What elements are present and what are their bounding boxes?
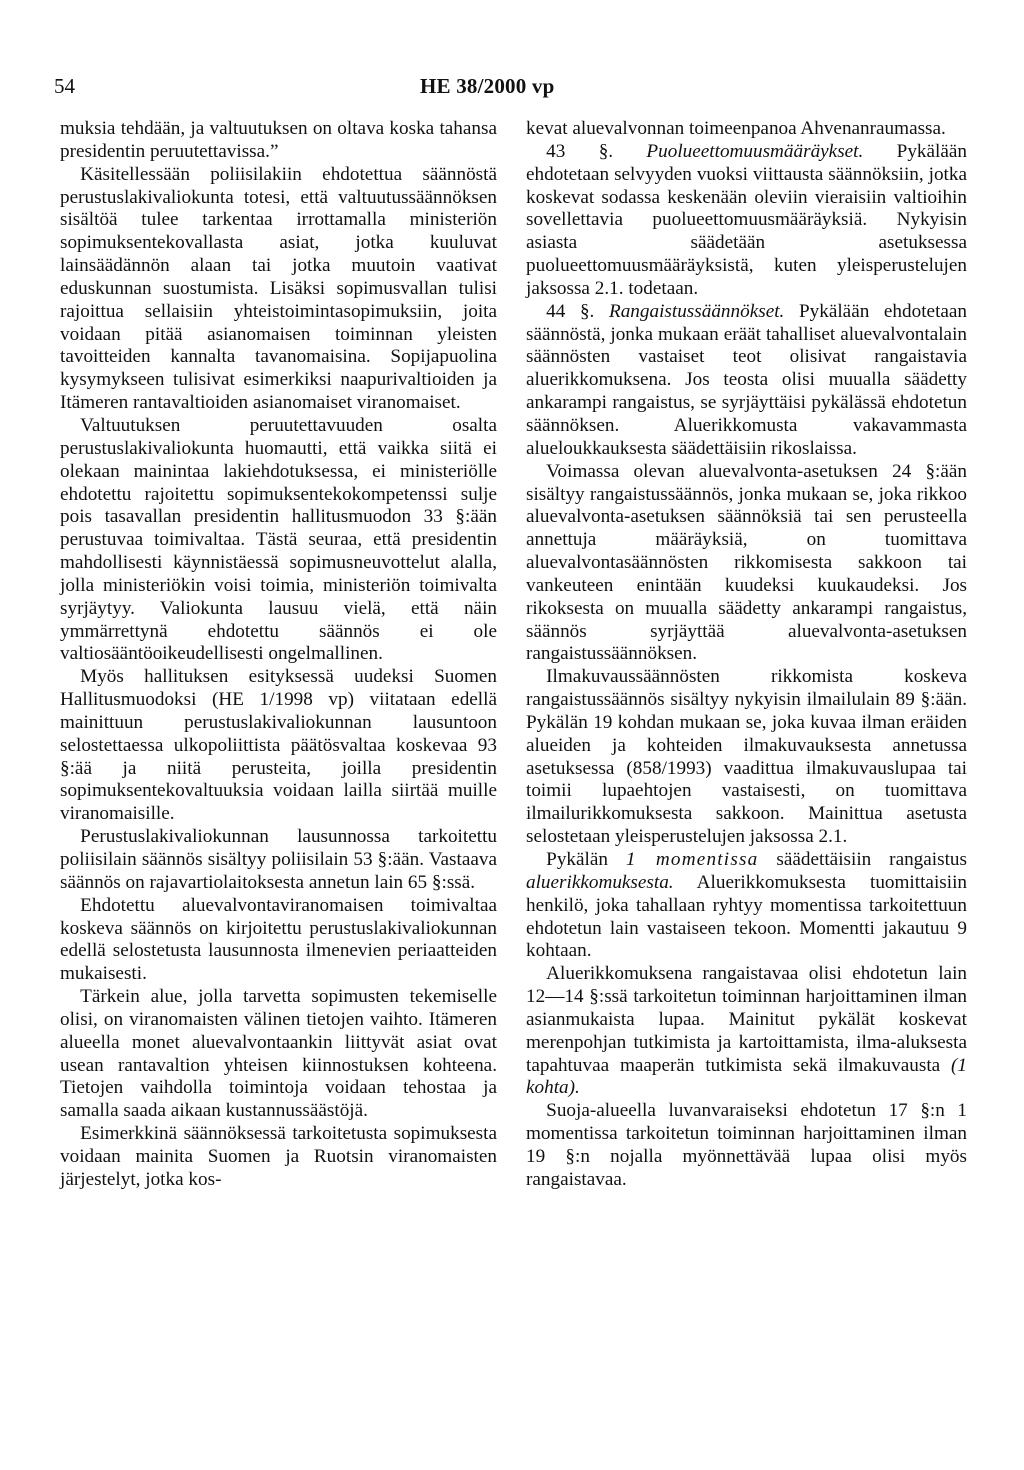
right-column	[526, 118, 967, 1192]
paragraph: Ehdotettu aluevalvontaviranomaisen toimivaltaa koskeva säännös on kirjoitettu perustuslakivaliokunnan edellä selostetusta lausunnosta ilmenevien periaatteiden mukaisesti.	[60, 894, 497, 985]
paragraph	[526, 849, 967, 963]
paragraph: Ilmakuvaussäännösten rikkomista koskeva rangaistussäännös sisältyy nykyisin ilmailulain 89 §:ään. Pykälän 19 kohdan mukaan se, joka kuvaa ilman eräiden alueiden ja kohteiden ilmakuvauksesta annetussa asetuksessa (858/1993) vaadittua ilmakuvauslupaa tai toimii lupaehtojen vastaisesti, on tuomittava ilmailurikkomuksesta sakkoon. Mainittua asetusta selostetaan yleisperustelujen jaksossa 2.1.	[526, 666, 967, 848]
section-43	[526, 141, 967, 301]
paragraph	[526, 963, 967, 1100]
section-heading: Rangaistussäännökset.	[608, 300, 785, 322]
paragraph: Käsitellessään poliisilakiin ehdotettua säännöstä perustuslakivaliokunta totesi, että valtuutussäännöksen sisältöä tulee tarkentaa irrottamalla ministeriön sopimuksentekovallasta asiat, jotka kuuluvat lainsäädännön alaan tai jotka muutoin vaativat eduskunnan suostumista. Lisäksi sopimusvallan tulisi rajoittua sellaisiin yhteistoimintasopimuksiin, joita voidaan pitää asianomaisen toiminnan yleisten tavoitteiden kannalta tavanomaisina. Sopijapuolina kysymykseen tulisivat esimerkiksi naapurivaltioiden ja Itämeren rantavaltioiden asianomaiset viranomaiset.	[60, 163, 497, 414]
paragraph: Valtuutuksen peruutettavuuden osalta perustuslakivaliokunta huomautti, että vaikka siitä ei olekaan mainintaa lakiehdotuksessa, ei ministeriölle ehdotettu rajoitettu sopimuksentekokompetenssi sulje pois tasavallan presidentin hallitusmuodon 33 §:ään perustuvaa toimivaltaa. Tästä seuraa, että presidentin mahdollisesti käynnistäessä sopimusneuvottelut alalla, jolla ministeriökin voisi toimia, ministeriön toimivalta syrjäytyy. Valiokunta lausuu vielä, että näin ymmärrettynä ehdotettu säännös ei ole valtiosääntöoikeudellisesti ongelmallinen.	[60, 414, 497, 665]
section-number: 44 §.	[546, 300, 595, 322]
emphasis-text: aluerikkomuksesta.	[526, 871, 674, 893]
paragraph: Tärkein alue, jolla tarvetta sopimusten tekemiselle olisi, on viranomaisten välinen tietojen vaihto. Itämeren alueella monet aluevalvontaankin liittyvät asiat ovat usean rantavaltion yhteisen kiinnostuksen kohteena. Tietojen vaihdolla toimintoja voidaan tehostaa ja samalla saada aikaan kustannussäästöjä.	[60, 986, 497, 1122]
text-run: Aluerikkomuksena rangaistavaa olisi ehdotetun lain 12—14 §:ssä tarkoitetun toiminnan harjoittaminen ilman asianmukaista lupaa. Mainitut pykälät koskevat merenpohjan tutkimista ja kartoittamista, ilma-aluksesta tapahtuvaa maaperän tutkimista sekä ilmakuvausta	[526, 963, 967, 1076]
paragraph: kevat aluevalvonnan toimeenpanoa Ahvenanraumassa.	[526, 118, 946, 139]
section-44	[526, 301, 967, 461]
emphasis-text: (1 kohta).	[526, 1054, 967, 1099]
left-column	[60, 118, 497, 1192]
text-run: Pykälän	[546, 849, 608, 870]
section-body: Pykälään ehdotetaan säännöstä, jonka mukaan eräät tahalliset aluevalvontalain säännösten vastaiset teot olisivat rangaistavia aluerikkomuksena. Jos teosta olisi muualla säädetty ankarampi rangaistus, se syrjäyttäisi pykälässä ehdotetun säännöksen. Aluerikkomusta vakavammasta alueloukkauksesta säädettäisiin rikoslaissa.	[526, 300, 968, 459]
emphasis-text: 1 momentissa	[625, 849, 759, 870]
paragraph: muksia tehdään, ja valtuutuksen on oltava koska tahansa presidentin peruutettavissa.”	[60, 118, 497, 162]
paragraph: Esimerkkinä säännöksessä tarkoitetusta sopimuksesta voidaan mainita Suomen ja Ruotsin viranomaisten järjestelyt, jotka kos-	[60, 1123, 497, 1190]
text-run: Aluerikkomuksesta tuomittaisiin henkilö, joka tahallaan ryhtyy momentissa tarkoitettuun ehdotetun lain vastaiseen tekoon. Momentti jakautuu 9 kohtaan.	[526, 871, 967, 962]
paragraph: Myös hallituksen esityksessä uudeksi Suomen Hallitusmuodoksi (HE 1/1998 vp) viitataan edellä mainittuun perustuslakivaliokunnan lausuntoon selostettaessa ulkopoliittista päätösvaltaa koskevaa 93 §:ää ja niitä perusteita, joilla presidentin sopimuksentekovaltuuksia voidaan lailla siirtää muille viranomaisille.	[60, 666, 497, 825]
paragraph: Perustuslakivaliokunnan lausunnossa tarkoitettu poliisilain säännös sisältyy poliisilain 53 §:ään. Vastaava säännös on rajavartiolaitoksesta annetun lain 65 §:ssä.	[60, 826, 497, 893]
paragraph: Voimassa olevan aluevalvonta-asetuksen 24 §:ään sisältyy rangaistussäännös, jonka mukaan se, joka rikkoo aluevalvonta-asetuksen säännöksiä tai sen perusteella annettuja määräyksiä, on tuomittava aluevalvontasäännösten rikkomisesta sakkoon tai vankeuteen enintään kuudeksi kuukaudeksi. Jos rikoksesta on muualla säädetty ankarampi rangaistus, säännös syrjäyttää aluevalvonta-asetuksen rangaistussäännöksen.	[526, 460, 967, 665]
section-number: 43 §.	[546, 140, 614, 162]
section-heading: Puolueettomuusmääräykset.	[646, 140, 864, 162]
running-title: HE 38/2000 vp	[420, 74, 555, 98]
text-run: säädettäisiin rangaistus	[776, 849, 967, 870]
page-number: 54	[54, 74, 75, 98]
paragraph: Suoja-alueella luvanvaraiseksi ehdotetun 17 §:n 1 momentissa tarkoitetun toiminnan harjoittaminen ilman 19 §:n nojalla myönnettävää lupaa olisi myös rangaistavaa.	[526, 1100, 967, 1190]
section-body: Pykälään ehdotetaan selvyyden vuoksi viittausta säännöksiin, jotka koskevat sodassa keskenään oleviin vieraisiin valtioihin sovellettavia puolueettomuusmääräyksiä. Nykyisin asiasta säädetään asetuksessa puolueettomuusmääräyksistä, kuten yleisperustelujen jaksossa 2.1. todetaan.	[526, 140, 967, 299]
